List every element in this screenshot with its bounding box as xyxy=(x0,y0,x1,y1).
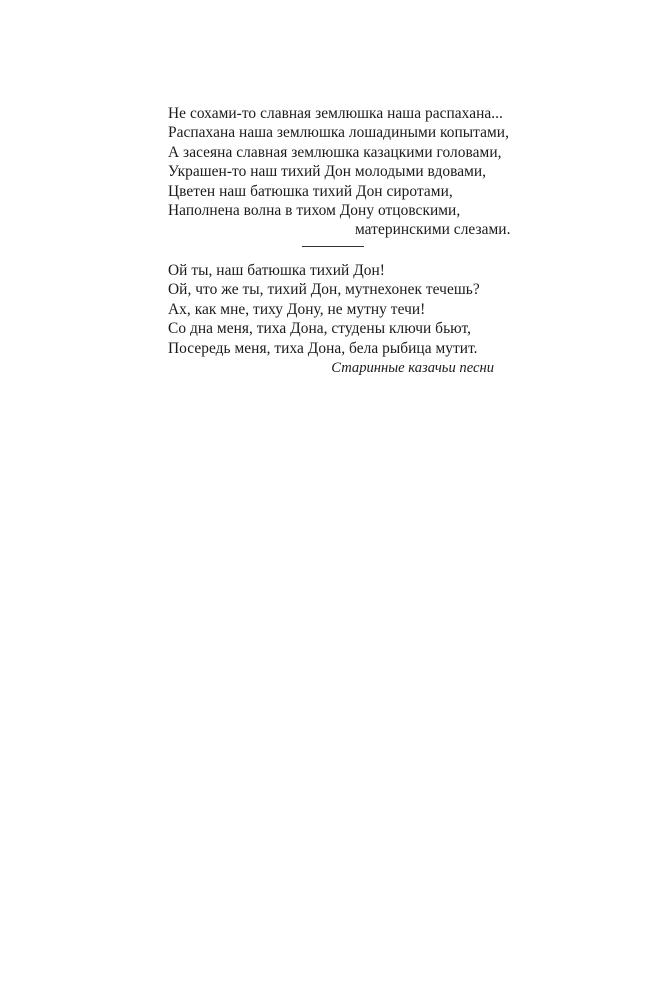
verse-line: Ой, что же ты, тихий Дон, мутнехонек течешь? xyxy=(168,281,480,299)
verse-line: Цветен наш батюшка тихий Дон сиротами, xyxy=(168,182,453,200)
verse-line: Ах, как мне, тиху Дону, не мутну течи! xyxy=(168,300,426,318)
epigraph-attribution: Старинные казачьи песни xyxy=(331,360,494,376)
verse-line: Распахана наша землюшка лошадиными копытами, xyxy=(168,124,509,142)
verse-line-continuation: материнскими слезами. xyxy=(355,221,511,239)
verse-line: А засеяна славная землюшка казацкими головами, xyxy=(168,143,502,161)
stanza-divider xyxy=(302,246,364,247)
epigraph-stanza-1 xyxy=(168,104,528,240)
verse-line: Не сохами-то славная землюшка наша распахана... xyxy=(168,105,503,122)
verse-line: Ой ты, наш батюшка тихий Дон! xyxy=(168,262,385,279)
verse-line: Со дна меня, тиха Дона, студены ключи бьют, xyxy=(168,320,471,338)
verse-line: Украшен-то наш тихий Дон молодыми вдовами, xyxy=(168,163,487,181)
verse-line: Наполнена волна в тихом Дону отцовскими, xyxy=(168,202,461,220)
epigraph-stanza-2 xyxy=(168,261,528,358)
verse-line: Посередь меня, тиха Дона, бела рыбица мутит. xyxy=(168,339,478,357)
